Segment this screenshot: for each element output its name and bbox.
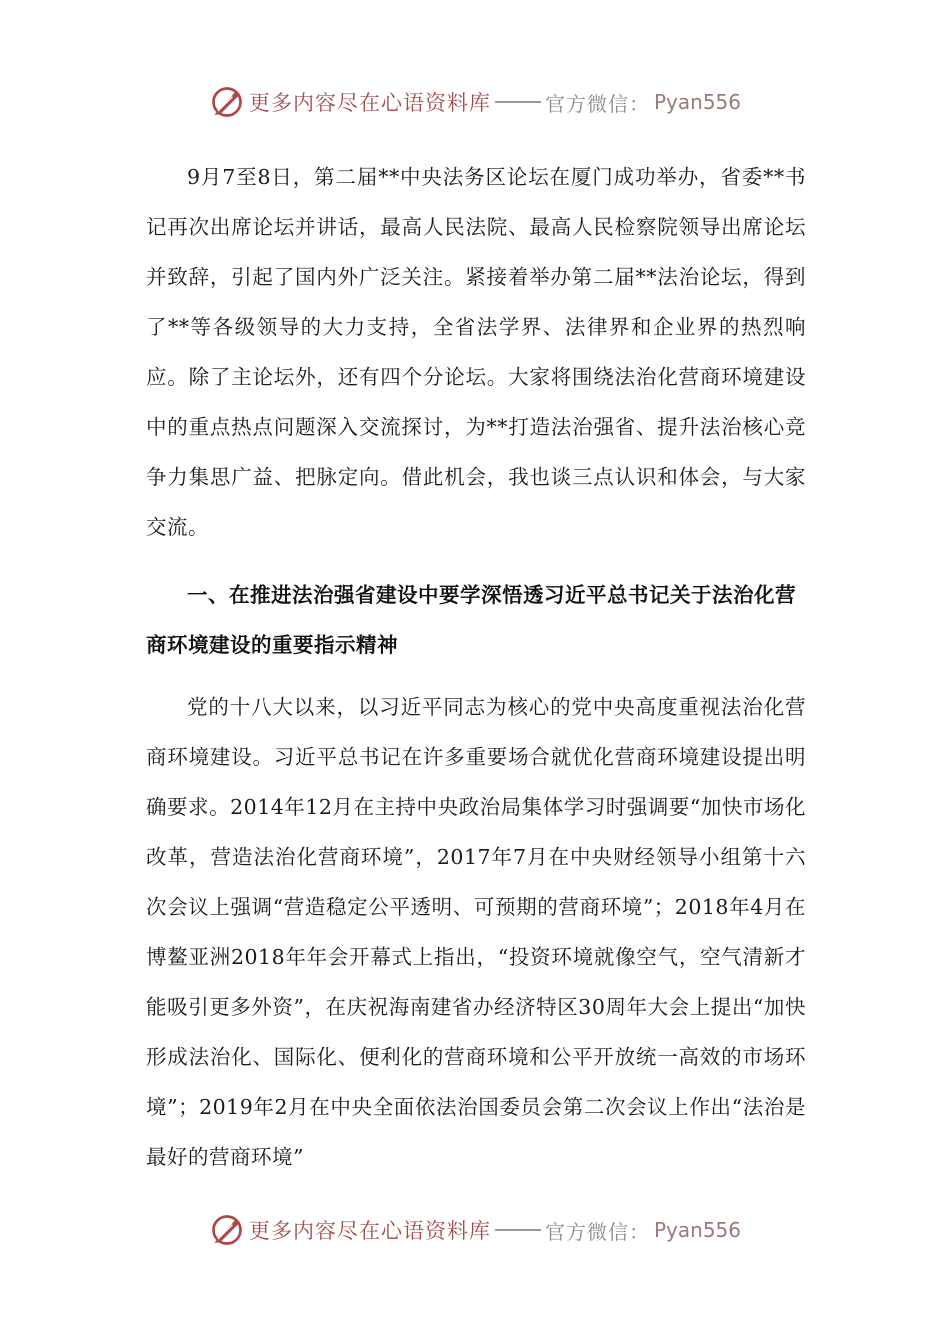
slogan-text: 更多内容尽在心语资料库 <box>248 91 491 115</box>
section-heading-1: 一、在推进法治强省建设中要学深悟透习近平总书记关于法治化营商环境建设的重要指示精神 <box>146 583 796 657</box>
slogan-text: 更多内容尽在心语资料库 <box>248 1219 491 1243</box>
paragraph-section-1: 党的十八大以来，以习近平同志为核心的党中央高度重视法治化营商环境建设。习近平总书记在许多重要场合就优化营商环境建设提出明确要求。2014年12月在主持中央政治局集体学习时强调要“加快市场化改革，营造法治化营商环境”，2017年7月在中央财经领导小组第十六次会议上强调“营造稳定公平透明、可预期的营商环境”；2018年4月在博鳌亚洲2018年年会开幕式上指出，“投资环境就像空气，空气清新才能吸引更多外资”，在庆祝海南建省办经济特区30周年大会上提出“加快形成法治化、国际化、便利化的营商环境和公平开放统一高效的市场环境”；2019年2月在中央全面依法治国委员会第二次会议上作出“法治是最好的营商环境” <box>146 695 806 1169</box>
wechat-label: 官方微信： <box>544 1219 650 1244</box>
footer-banner <box>0 1208 950 1252</box>
wechat-label: 官方微信： <box>544 91 650 116</box>
header-banner <box>0 80 950 124</box>
wechat-id: Pyan556 <box>653 1218 741 1242</box>
document-body <box>146 152 806 1182</box>
wechat-id: Pyan556 <box>653 90 741 114</box>
divider-dash <box>495 101 541 103</box>
divider-dash <box>495 1229 541 1231</box>
quill-seal-icon <box>209 84 245 120</box>
quill-seal-icon <box>209 1212 245 1248</box>
paragraph-intro: 9月7至8日，第二届**中央法务区论坛在厦门成功举办，省委**书记再次出席论坛并讲话，最高人民法院、最高人民检察院领导出席论坛并致辞，引起了国内外广泛关注。紧接着举办第二届**法治论坛，得到了**等各级领导的大力支持，全省法学界、法律界和企业界的热烈响应。除了主论坛外，还有四个分论坛。大家将围绕法治化营商环境建设中的重点热点问题深入交流探讨，为**打造法治强省、提升法治核心竞争力集思广益、把脉定向。借此机会，我也谈三点认识和体会，与大家交流。 <box>146 165 806 539</box>
